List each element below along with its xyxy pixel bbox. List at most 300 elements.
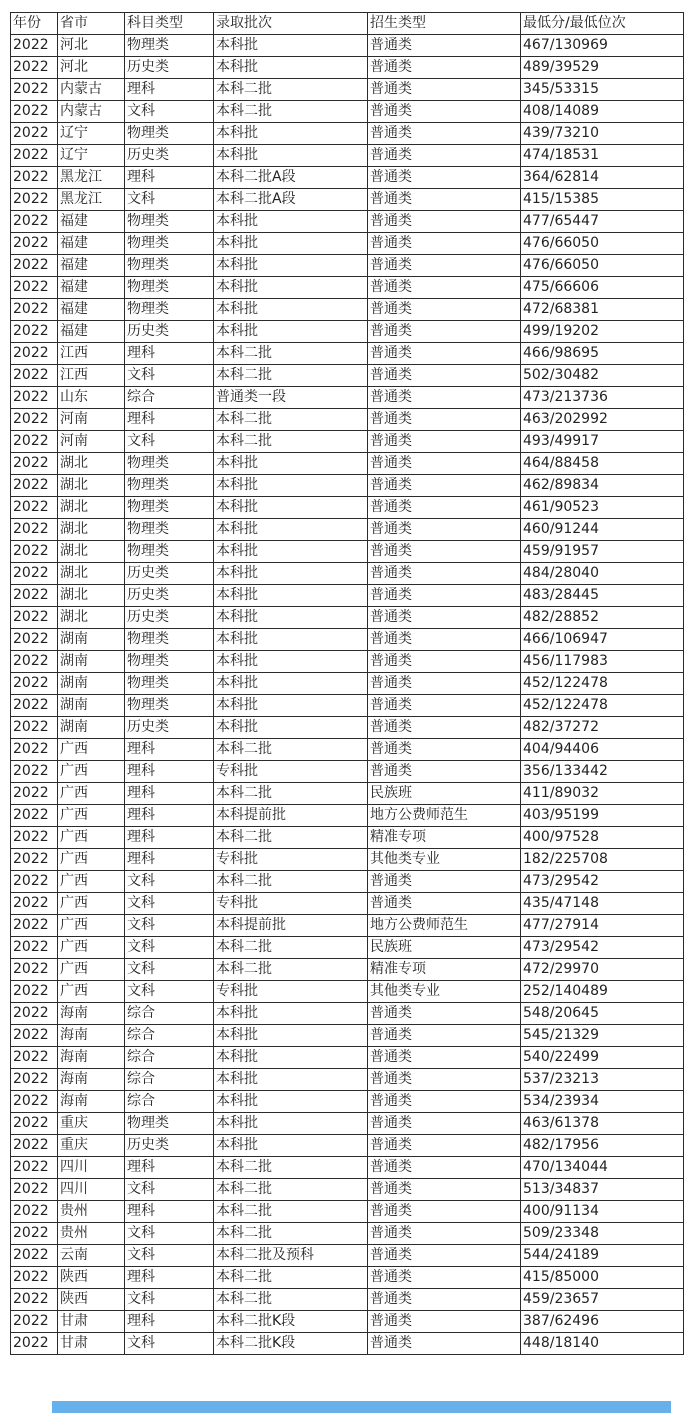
cell-admission-batch: 本科二批	[214, 365, 368, 387]
cell-enrollment-type: 普通类	[368, 871, 521, 893]
cell-min-score-rank: 476/66050	[521, 255, 684, 277]
cell-enrollment-type: 其他类专业	[368, 849, 521, 871]
cell-province: 海南	[58, 1003, 125, 1025]
cell-subject-type: 理科	[125, 849, 214, 871]
cell-enrollment-type: 普通类	[368, 321, 521, 343]
table-row	[11, 277, 684, 299]
cell-subject-type: 历史类	[125, 1135, 214, 1157]
cell-enrollment-type: 精准专项	[368, 827, 521, 849]
cell-subject-type: 物理类	[125, 35, 214, 57]
table-row	[11, 827, 684, 849]
cell-admission-batch: 本科批	[214, 695, 368, 717]
cell-min-score-rank: 415/15385	[521, 189, 684, 211]
cell-year: 2022	[11, 871, 58, 893]
cell-province: 福建	[58, 321, 125, 343]
cell-min-score-rank: 345/53315	[521, 79, 684, 101]
cell-enrollment-type: 普通类	[368, 541, 521, 563]
cell-subject-type: 历史类	[125, 607, 214, 629]
cell-min-score-rank: 461/90523	[521, 497, 684, 519]
cell-min-score-rank: 403/95199	[521, 805, 684, 827]
cell-year: 2022	[11, 1267, 58, 1289]
cell-province: 陕西	[58, 1267, 125, 1289]
cell-year: 2022	[11, 563, 58, 585]
cell-subject-type: 综合	[125, 387, 214, 409]
table-row	[11, 937, 684, 959]
table-row	[11, 673, 684, 695]
table-row	[11, 1289, 684, 1311]
cell-province: 广西	[58, 739, 125, 761]
table-row	[11, 607, 684, 629]
cell-admission-batch: 本科批	[214, 651, 368, 673]
cell-year: 2022	[11, 387, 58, 409]
cell-min-score-rank: 473/29542	[521, 871, 684, 893]
cell-province: 海南	[58, 1069, 125, 1091]
cell-year: 2022	[11, 35, 58, 57]
cell-year: 2022	[11, 783, 58, 805]
bottom-accent-bar	[52, 1401, 671, 1413]
cell-min-score-rank: 482/37272	[521, 717, 684, 739]
cell-province: 甘肃	[58, 1333, 125, 1355]
cell-admission-batch: 本科批	[214, 145, 368, 167]
cell-year: 2022	[11, 145, 58, 167]
cell-min-score-rank: 435/47148	[521, 893, 684, 915]
cell-min-score-rank: 476/66050	[521, 233, 684, 255]
cell-enrollment-type: 普通类	[368, 607, 521, 629]
cell-subject-type: 文科	[125, 365, 214, 387]
cell-admission-batch: 本科二批	[214, 1201, 368, 1223]
cell-province: 湖北	[58, 453, 125, 475]
cell-enrollment-type: 普通类	[368, 79, 521, 101]
cell-admission-batch: 本科批	[214, 629, 368, 651]
cell-admission-batch: 本科批	[214, 563, 368, 585]
cell-min-score-rank: 489/39529	[521, 57, 684, 79]
cell-province: 福建	[58, 299, 125, 321]
cell-year: 2022	[11, 827, 58, 849]
header-min-score-rank: 最低分/最低位次	[521, 13, 684, 35]
cell-admission-batch: 本科二批	[214, 343, 368, 365]
cell-subject-type: 综合	[125, 1003, 214, 1025]
table-row	[11, 453, 684, 475]
cell-admission-batch: 本科二批	[214, 1267, 368, 1289]
cell-enrollment-type: 普通类	[368, 453, 521, 475]
cell-admission-batch: 本科二批A段	[214, 189, 368, 211]
cell-year: 2022	[11, 57, 58, 79]
cell-subject-type: 物理类	[125, 255, 214, 277]
cell-admission-batch: 本科批	[214, 519, 368, 541]
cell-year: 2022	[11, 475, 58, 497]
cell-province: 四川	[58, 1157, 125, 1179]
cell-province: 江西	[58, 343, 125, 365]
cell-admission-batch: 本科二批	[214, 431, 368, 453]
table-row	[11, 1113, 684, 1135]
cell-province: 广西	[58, 761, 125, 783]
cell-year: 2022	[11, 1025, 58, 1047]
cell-min-score-rank: 463/61378	[521, 1113, 684, 1135]
cell-admission-batch: 本科二批	[214, 959, 368, 981]
cell-year: 2022	[11, 1113, 58, 1135]
cell-subject-type: 理科	[125, 343, 214, 365]
cell-subject-type: 文科	[125, 431, 214, 453]
cell-province: 广西	[58, 871, 125, 893]
cell-subject-type: 文科	[125, 915, 214, 937]
cell-enrollment-type: 民族班	[368, 783, 521, 805]
cell-enrollment-type: 普通类	[368, 343, 521, 365]
cell-enrollment-type: 普通类	[368, 255, 521, 277]
cell-year: 2022	[11, 1091, 58, 1113]
cell-subject-type: 文科	[125, 189, 214, 211]
cell-subject-type: 综合	[125, 1091, 214, 1113]
table-row	[11, 299, 684, 321]
cell-min-score-rank: 400/91134	[521, 1201, 684, 1223]
cell-subject-type: 历史类	[125, 321, 214, 343]
cell-year: 2022	[11, 673, 58, 695]
cell-year: 2022	[11, 1245, 58, 1267]
cell-admission-batch: 本科二批K段	[214, 1311, 368, 1333]
cell-admission-batch: 本科二批	[214, 79, 368, 101]
cell-province: 湖南	[58, 717, 125, 739]
cell-year: 2022	[11, 739, 58, 761]
cell-enrollment-type: 普通类	[368, 211, 521, 233]
table-row	[11, 1223, 684, 1245]
cell-province: 广西	[58, 783, 125, 805]
cell-subject-type: 理科	[125, 1267, 214, 1289]
cell-min-score-rank: 452/122478	[521, 673, 684, 695]
cell-enrollment-type: 普通类	[368, 475, 521, 497]
cell-min-score-rank: 544/24189	[521, 1245, 684, 1267]
cell-enrollment-type: 普通类	[368, 1157, 521, 1179]
cell-enrollment-type: 民族班	[368, 937, 521, 959]
table-row	[11, 1333, 684, 1355]
cell-year: 2022	[11, 453, 58, 475]
header-admission-batch: 录取批次	[214, 13, 368, 35]
cell-enrollment-type: 普通类	[368, 1311, 521, 1333]
cell-year: 2022	[11, 277, 58, 299]
cell-year: 2022	[11, 607, 58, 629]
cell-year: 2022	[11, 1289, 58, 1311]
table-row	[11, 387, 684, 409]
cell-enrollment-type: 普通类	[368, 1179, 521, 1201]
cell-province: 黑龙江	[58, 189, 125, 211]
cell-subject-type: 理科	[125, 1311, 214, 1333]
table-row	[11, 1245, 684, 1267]
cell-admission-batch: 本科批	[214, 1091, 368, 1113]
cell-enrollment-type: 普通类	[368, 629, 521, 651]
cell-year: 2022	[11, 1069, 58, 1091]
cell-year: 2022	[11, 893, 58, 915]
cell-province: 广西	[58, 827, 125, 849]
cell-enrollment-type: 普通类	[368, 673, 521, 695]
cell-province: 湖南	[58, 651, 125, 673]
cell-subject-type: 物理类	[125, 211, 214, 233]
cell-min-score-rank: 493/49917	[521, 431, 684, 453]
cell-subject-type: 物理类	[125, 497, 214, 519]
cell-year: 2022	[11, 1201, 58, 1223]
table-row	[11, 1069, 684, 1091]
table-row	[11, 409, 684, 431]
cell-province: 江西	[58, 365, 125, 387]
cell-enrollment-type: 普通类	[368, 145, 521, 167]
cell-admission-batch: 本科二批K段	[214, 1333, 368, 1355]
cell-enrollment-type: 普通类	[368, 1047, 521, 1069]
cell-province: 湖南	[58, 673, 125, 695]
cell-admission-batch: 本科批	[214, 277, 368, 299]
cell-min-score-rank: 404/94406	[521, 739, 684, 761]
cell-min-score-rank: 463/202992	[521, 409, 684, 431]
cell-province: 河南	[58, 431, 125, 453]
cell-province: 山东	[58, 387, 125, 409]
cell-year: 2022	[11, 1135, 58, 1157]
cell-subject-type: 文科	[125, 1333, 214, 1355]
cell-year: 2022	[11, 1223, 58, 1245]
cell-min-score-rank: 466/98695	[521, 343, 684, 365]
cell-subject-type: 物理类	[125, 673, 214, 695]
table-row	[11, 1267, 684, 1289]
cell-subject-type: 综合	[125, 1047, 214, 1069]
table-row	[11, 475, 684, 497]
cell-subject-type: 文科	[125, 981, 214, 1003]
cell-province: 福建	[58, 255, 125, 277]
cell-min-score-rank: 502/30482	[521, 365, 684, 387]
cell-min-score-rank: 540/22499	[521, 1047, 684, 1069]
cell-enrollment-type: 普通类	[368, 387, 521, 409]
cell-min-score-rank: 400/97528	[521, 827, 684, 849]
cell-enrollment-type: 普通类	[368, 1069, 521, 1091]
cell-enrollment-type: 地方公费师范生	[368, 805, 521, 827]
cell-year: 2022	[11, 101, 58, 123]
cell-admission-batch: 本科二批A段	[214, 167, 368, 189]
table-row	[11, 321, 684, 343]
table-row	[11, 629, 684, 651]
cell-subject-type: 物理类	[125, 519, 214, 541]
cell-year: 2022	[11, 321, 58, 343]
cell-min-score-rank: 452/122478	[521, 695, 684, 717]
header-enrollment-type: 招生类型	[368, 13, 521, 35]
cell-subject-type: 理科	[125, 1157, 214, 1179]
cell-enrollment-type: 普通类	[368, 1245, 521, 1267]
cell-province: 湖北	[58, 497, 125, 519]
cell-enrollment-type: 普通类	[368, 651, 521, 673]
cell-province: 辽宁	[58, 123, 125, 145]
cell-min-score-rank: 408/14089	[521, 101, 684, 123]
cell-admission-batch: 本科批	[214, 255, 368, 277]
cell-subject-type: 物理类	[125, 1113, 214, 1135]
cell-subject-type: 物理类	[125, 629, 214, 651]
cell-subject-type: 文科	[125, 1245, 214, 1267]
cell-enrollment-type: 普通类	[368, 35, 521, 57]
table-row	[11, 1311, 684, 1333]
table-row	[11, 849, 684, 871]
cell-province: 湖北	[58, 607, 125, 629]
cell-min-score-rank: 462/89834	[521, 475, 684, 497]
cell-subject-type: 综合	[125, 1025, 214, 1047]
cell-subject-type: 理科	[125, 409, 214, 431]
cell-year: 2022	[11, 717, 58, 739]
cell-min-score-rank: 472/68381	[521, 299, 684, 321]
cell-min-score-rank: 482/28852	[521, 607, 684, 629]
cell-year: 2022	[11, 959, 58, 981]
cell-min-score-rank: 467/130969	[521, 35, 684, 57]
table-row	[11, 1025, 684, 1047]
cell-min-score-rank: 499/19202	[521, 321, 684, 343]
cell-enrollment-type: 普通类	[368, 431, 521, 453]
cell-min-score-rank: 448/18140	[521, 1333, 684, 1355]
cell-year: 2022	[11, 189, 58, 211]
cell-year: 2022	[11, 123, 58, 145]
cell-province: 广西	[58, 959, 125, 981]
cell-year: 2022	[11, 343, 58, 365]
cell-subject-type: 理科	[125, 783, 214, 805]
table-row	[11, 1179, 684, 1201]
cell-min-score-rank: 182/225708	[521, 849, 684, 871]
cell-enrollment-type: 普通类	[368, 365, 521, 387]
cell-year: 2022	[11, 409, 58, 431]
table-row	[11, 871, 684, 893]
cell-min-score-rank: 482/17956	[521, 1135, 684, 1157]
table-row	[11, 57, 684, 79]
header-province: 省市	[58, 13, 125, 35]
cell-province: 海南	[58, 1047, 125, 1069]
cell-min-score-rank: 464/88458	[521, 453, 684, 475]
table-row	[11, 651, 684, 673]
cell-province: 湖南	[58, 695, 125, 717]
cell-province: 辽宁	[58, 145, 125, 167]
cell-min-score-rank: 439/73210	[521, 123, 684, 145]
table-row	[11, 497, 684, 519]
cell-province: 湖北	[58, 475, 125, 497]
cell-min-score-rank: 364/62814	[521, 167, 684, 189]
cell-province: 湖北	[58, 541, 125, 563]
cell-province: 云南	[58, 1245, 125, 1267]
cell-min-score-rank: 470/134044	[521, 1157, 684, 1179]
cell-enrollment-type: 普通类	[368, 233, 521, 255]
cell-subject-type: 历史类	[125, 585, 214, 607]
cell-enrollment-type: 普通类	[368, 519, 521, 541]
cell-min-score-rank: 477/27914	[521, 915, 684, 937]
table-row	[11, 1135, 684, 1157]
cell-admission-batch: 专科批	[214, 849, 368, 871]
cell-province: 湖北	[58, 519, 125, 541]
cell-min-score-rank: 356/133442	[521, 761, 684, 783]
cell-min-score-rank: 477/65447	[521, 211, 684, 233]
table-row	[11, 783, 684, 805]
cell-admission-batch: 本科批	[214, 321, 368, 343]
cell-subject-type: 文科	[125, 1179, 214, 1201]
cell-year: 2022	[11, 805, 58, 827]
cell-admission-batch: 本科二批	[214, 1289, 368, 1311]
cell-year: 2022	[11, 849, 58, 871]
cell-province: 湖北	[58, 563, 125, 585]
cell-year: 2022	[11, 695, 58, 717]
cell-min-score-rank: 509/23348	[521, 1223, 684, 1245]
cell-year: 2022	[11, 79, 58, 101]
cell-enrollment-type: 精准专项	[368, 959, 521, 981]
cell-year: 2022	[11, 255, 58, 277]
cell-province: 甘肃	[58, 1311, 125, 1333]
cell-admission-batch: 本科批	[214, 299, 368, 321]
table-row	[11, 1047, 684, 1069]
cell-min-score-rank: 534/23934	[521, 1091, 684, 1113]
table-row	[11, 79, 684, 101]
cell-admission-batch: 本科批	[214, 123, 368, 145]
cell-min-score-rank: 537/23213	[521, 1069, 684, 1091]
cell-admission-batch: 本科批	[214, 475, 368, 497]
cell-province: 广西	[58, 805, 125, 827]
cell-min-score-rank: 460/91244	[521, 519, 684, 541]
cell-year: 2022	[11, 431, 58, 453]
cell-enrollment-type: 普通类	[368, 1113, 521, 1135]
cell-province: 河北	[58, 35, 125, 57]
cell-enrollment-type: 普通类	[368, 585, 521, 607]
cell-province: 重庆	[58, 1135, 125, 1157]
admission-score-table	[10, 12, 684, 1355]
cell-admission-batch: 本科二批	[214, 1223, 368, 1245]
cell-admission-batch: 本科批	[214, 1003, 368, 1025]
cell-province: 陕西	[58, 1289, 125, 1311]
cell-year: 2022	[11, 1047, 58, 1069]
cell-admission-batch: 本科批	[214, 35, 368, 57]
cell-enrollment-type: 普通类	[368, 57, 521, 79]
cell-year: 2022	[11, 585, 58, 607]
cell-province: 广西	[58, 893, 125, 915]
cell-min-score-rank: 459/23657	[521, 1289, 684, 1311]
cell-enrollment-type: 普通类	[368, 1201, 521, 1223]
cell-enrollment-type: 普通类	[368, 189, 521, 211]
cell-province: 福建	[58, 211, 125, 233]
table-row	[11, 695, 684, 717]
cell-admission-batch: 本科提前批	[214, 915, 368, 937]
cell-admission-batch: 本科二批	[214, 409, 368, 431]
table-body	[11, 35, 684, 1355]
cell-year: 2022	[11, 1003, 58, 1025]
cell-min-score-rank: 483/28445	[521, 585, 684, 607]
cell-enrollment-type: 普通类	[368, 1223, 521, 1245]
cell-subject-type: 历史类	[125, 563, 214, 585]
table-row	[11, 805, 684, 827]
cell-year: 2022	[11, 1333, 58, 1355]
table-row	[11, 1157, 684, 1179]
cell-province: 河南	[58, 409, 125, 431]
cell-subject-type: 文科	[125, 871, 214, 893]
table-row	[11, 145, 684, 167]
cell-subject-type: 理科	[125, 1201, 214, 1223]
cell-admission-batch: 本科批	[214, 585, 368, 607]
table-row	[11, 431, 684, 453]
table-row	[11, 1201, 684, 1223]
cell-subject-type: 物理类	[125, 453, 214, 475]
cell-enrollment-type: 普通类	[368, 497, 521, 519]
cell-year: 2022	[11, 167, 58, 189]
cell-admission-batch: 本科二批	[214, 1179, 368, 1201]
cell-enrollment-type: 普通类	[368, 739, 521, 761]
table-row	[11, 519, 684, 541]
cell-subject-type: 文科	[125, 893, 214, 915]
table-row	[11, 211, 684, 233]
cell-subject-type: 物理类	[125, 299, 214, 321]
table-row	[11, 1091, 684, 1113]
cell-province: 内蒙古	[58, 79, 125, 101]
cell-province: 海南	[58, 1025, 125, 1047]
cell-province: 湖北	[58, 585, 125, 607]
cell-min-score-rank: 466/106947	[521, 629, 684, 651]
cell-province: 广西	[58, 915, 125, 937]
header-subject-type: 科目类型	[125, 13, 214, 35]
cell-year: 2022	[11, 211, 58, 233]
cell-admission-batch: 本科批	[214, 57, 368, 79]
cell-min-score-rank: 548/20645	[521, 1003, 684, 1025]
cell-enrollment-type: 地方公费师范生	[368, 915, 521, 937]
cell-enrollment-type: 普通类	[368, 101, 521, 123]
table-row	[11, 541, 684, 563]
